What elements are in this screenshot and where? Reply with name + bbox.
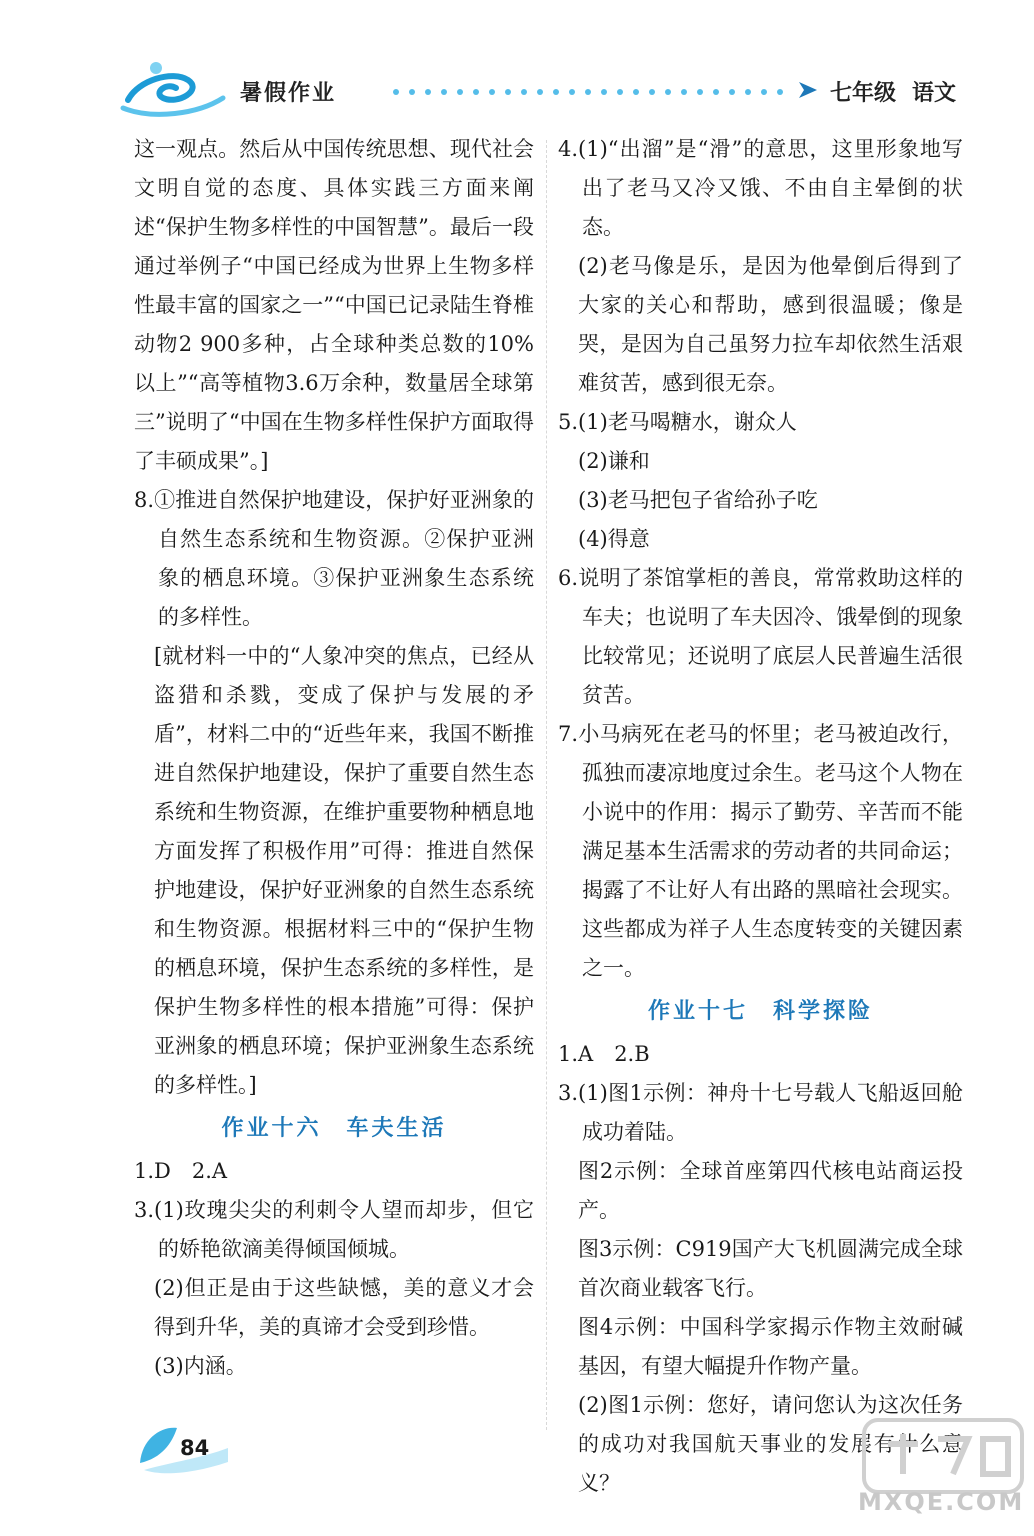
right-column: [558, 130, 963, 1503]
explanation: [就材料一中的“人象冲突的焦点，已经从盗猎和杀戮，变成了保护与发展的矛盾”，材料二中的“近些年来，我国不断推进自然保护地建设，保护了重要自然生态系统和生物资源，在维护重要物种栖息地方面发挥了积极作用”可得：推进自然保护地建设，保护好亚洲象的自然生态系统和生物资源。根据材料三中的“保护生物的栖息环境，保护生态系统的多样性，是保护生物多样性的根本措施”可得：保护亚洲象的栖息环境；保护亚洲象生态系统的多样性。]: [154, 644, 534, 1097]
answer-item: 图2示例：全球首座第四代核电站商运投产。: [578, 1159, 963, 1222]
answer-item: 1.D 2.A: [134, 1159, 228, 1183]
answer-item: 4.(1)“出溜”是“滑”的意思，这里形象地写出了老马又冷又饿、不由自主晕倒的状态。: [558, 137, 963, 239]
answer-item: 1.A 2.B: [558, 1042, 650, 1066]
swirl-logo-icon: [118, 50, 228, 122]
answer-item: 图3示例：C919国产大飞机圆满完成全球首次商业载客飞行。: [578, 1237, 963, 1300]
grade-label: 七年级: [830, 81, 897, 106]
answer-item: (2)谦和: [578, 449, 650, 473]
answer-item: 6.说明了茶馆掌柜的善良，常常救助这样的车夫；也说明了车夫因冷、饿晕倒的现象比较常见；还说明了底层人民普遍生活很贫苦。: [558, 566, 963, 707]
answer-item: 图4示例：中国科学家揭示作物主效耐碱基因，有望大幅提升作物产量。: [578, 1315, 963, 1378]
watermark-text: MXQE.COM: [858, 1488, 1025, 1516]
arrow-icon: [796, 78, 820, 102]
column-divider: [546, 140, 547, 1430]
paragraph: 这一观点。然后从中国传统思想、现代社会文明自觉的态度、具体实践三方面来阐述“保护生物多样性的中国智慧”。最后一段通过举例子“中国已经成为世界上生物多样性最丰富的国家之一”“中国已记录陆生脊椎动物2 900多种，占全球种类总数的10%以上”“高等植物3.6万余种，数量居全球第三”说明了“中国在生物多样性保护方面取得了丰硕成果”。]: [134, 137, 534, 473]
answer-item: 8.①推进自然保护地建设，保护好亚洲象的自然生态系统和生物资源。②保护亚洲象的栖息环境。③保护亚洲象生态系统的多样性。: [134, 488, 534, 629]
grade-subject: [830, 76, 972, 107]
answer-item: (3)内涵。: [154, 1354, 247, 1378]
answer-item: 5.(1)老马喝糖水，谢众人: [558, 410, 797, 434]
answer-item: (3)老马把包子省给孙子吃: [578, 488, 818, 512]
answer-item: (2)老马像是乐，是因为他晕倒后得到了大家的关心和帮助，感到很温暖；像是哭，是因为自己虽努力拉车却依然生活艰难贫苦，感到很无奈。: [578, 254, 963, 395]
answer-item: (4)得意: [578, 527, 650, 551]
answer-item: 3.(1)图1示例：神舟十七号载人飞船返回舱成功着陆。: [558, 1081, 963, 1144]
answer-item: 7.小马病死在老马的怀里；老马被迫改行，孤独而凄凉地度过余生。老马这个人物在小说中的作用：揭示了勤劳、辛苦而不能满足基本生活需求的劳动者的共同命运；揭露了不让好人有出路的黑暗社会现实。这些都成为祥子人生态度转变的关键因素之一。: [558, 722, 963, 980]
header-title: 暑假作业: [240, 81, 337, 106]
left-column: [134, 130, 534, 1386]
answer-item: 3.(1)玫瑰尖尖的利刺令人望而却步，但它的娇艳欲滴美得倾国倾城。: [134, 1198, 534, 1261]
section-heading: 作业十七 科学探险: [647, 998, 873, 1024]
subject-label: 语文: [912, 81, 957, 106]
page-number: 84: [180, 1436, 210, 1460]
dotted-rule: [392, 86, 792, 98]
page-header: [0, 0, 1034, 130]
section-heading: 作业十六 车夫生活: [221, 1115, 447, 1141]
answer-item: (2)图1示例：您好，请问您认为这次任务的成功对我国航天事业的发展有什么意义？: [578, 1393, 963, 1495]
answer-item: (2)但正是由于这些缺憾，美的意义才会得到升华，美的真谛才会受到珍惜。: [154, 1276, 534, 1339]
